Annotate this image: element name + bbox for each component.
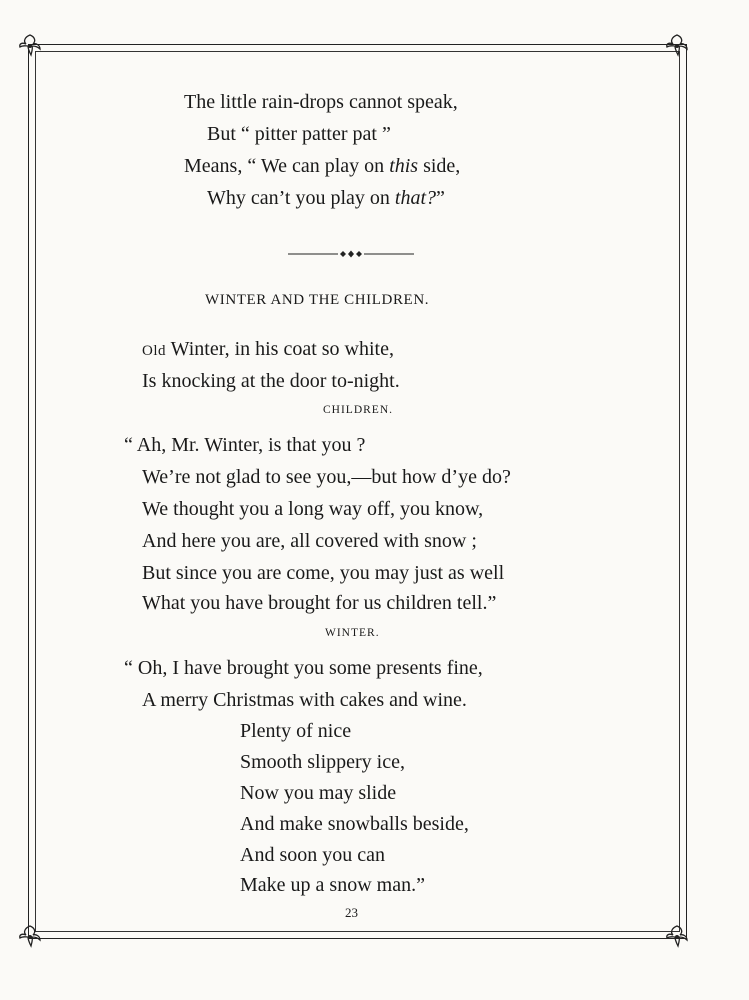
small-caps-old: Old: [142, 343, 166, 359]
page-number: 23: [345, 905, 358, 920]
children-line-4: And here you are, all covered with snow ;: [142, 530, 477, 552]
winter-indented-line-4: And make snowballs beside,: [240, 813, 469, 835]
rain-poem-line-4: Why can’t you play on that?”: [207, 187, 445, 209]
rain-poem-line-2: But “ pitter patter pat ”: [207, 123, 391, 145]
winter-indented-line-6: Make up a snow man.”: [240, 874, 425, 896]
children-line-3: We thought you a long way off, you know,: [142, 498, 484, 520]
section-divider-ornament-icon: [288, 248, 414, 260]
winter-indented-line-3: Now you may slide: [240, 782, 397, 804]
children-line-2: We’re not glad to see you,—but how d’ye do?: [142, 466, 511, 488]
children-line-1: “ Ah, Mr. Winter, is that you ?: [124, 434, 366, 456]
winter-line-2: A merry Christmas with cakes and wine.: [142, 689, 467, 711]
winter-indented-line-2: Smooth slippery ice,: [240, 751, 405, 773]
children-line-5: But since you are come, you may just as well: [142, 562, 505, 584]
corner-ornament-top-left-icon: [17, 33, 43, 59]
speaker-label-winter: WINTER.: [325, 627, 380, 639]
winter-indented-line-1: Plenty of nice: [240, 720, 352, 742]
emphasis-this: this: [389, 155, 419, 177]
winter-indented-line-5: And soon you can: [240, 844, 385, 866]
rain-poem-line-3: Means, “ We can play on this side,: [184, 155, 461, 177]
rain-poem-line-1: The little rain-drops cannot speak,: [184, 91, 458, 113]
winter-line-1: “ Oh, I have brought you some presents fine,: [124, 657, 483, 679]
speaker-label-children: CHILDREN.: [323, 404, 394, 416]
children-line-6: What you have brought for us children tell.”: [142, 592, 497, 614]
intro-line-1: Old Winter, in his coat so white,: [142, 338, 394, 360]
corner-ornament-bottom-right-icon: [664, 924, 690, 950]
emphasis-that: that?: [394, 187, 437, 209]
intro-line-2: Is knocking at the door to-night.: [142, 370, 400, 392]
corner-ornament-top-right-icon: [664, 33, 690, 59]
poem-title: WINTER AND THE CHILDREN.: [205, 292, 430, 308]
corner-ornament-bottom-left-icon: [17, 924, 43, 950]
